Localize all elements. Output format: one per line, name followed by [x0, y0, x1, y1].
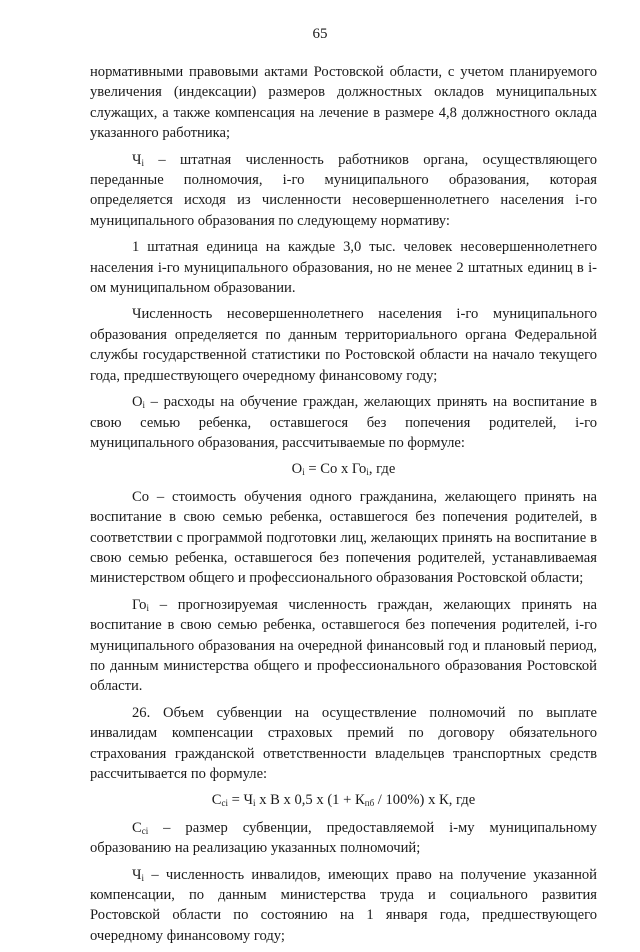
formula-subscript: сi — [221, 798, 229, 809]
formula-subscript: i — [366, 467, 369, 478]
paragraph: Численность несовершеннолетнего населения i-го муниципального образования определяется по данным территориального органа Федеральной службы государственной статистики по Ростовской области на начало текущего года, предшествующего очередному финансовому году; — [90, 306, 597, 384]
definition-text: – расходы на обучение граждан, желающих принять на воспитание в свою семью ребенка, оставшегося без попечения родителей, i-го муниципального образования, рассчитываемые по формуле: — [90, 394, 597, 451]
variable-symbol: Ч — [132, 866, 142, 883]
definition-text: – штатная численность работников органа, осуществляющего переданные полномочия, i-го муниципального образования, которая определяется исходя из численности несовершеннолетнего населения i-го муниципального образования по следующему нормативу: — [90, 151, 597, 229]
paragraph-continuation: нормативными правовыми актами Ростовской области, с учетом планируемого увеличения (индексации) размеров должностных окладов муниципальных служащих, а также компенсация на лечение в размере 4,8 должностного оклада указанного работника; — [90, 64, 597, 142]
definition-paragraph — [90, 595, 597, 697]
formula-subscript: i — [302, 467, 305, 478]
formula-term: / 100%) x К, где — [374, 792, 476, 809]
variable-subscript: i — [141, 157, 145, 168]
formula-term: О — [291, 461, 303, 478]
definition-paragraph — [90, 150, 597, 232]
formula — [90, 459, 597, 479]
definition-text: – численность инвалидов, имеющих право на получение указанной компенсации, по данным министерства труда и социального развития Ростовской области по состоянию на 1 января года, предшествующего очередному финансовому году; — [90, 866, 597, 944]
formula — [90, 790, 597, 810]
formula-term: С — [211, 792, 222, 809]
definition-paragraph — [90, 865, 597, 947]
variable-symbol: Ч — [132, 151, 142, 168]
formula-term: x В x 0,5 x (1 + К — [255, 792, 365, 809]
definition-paragraph — [90, 392, 597, 453]
definition-text: – прогнозируемая численность граждан, желающих принять на воспитание в свою семью ребенка, оставшегося без попечения родителей, i-го муниципального образования на очередной финансовый год и плановый период, по данным министерства общего и профессионального образования Ростовской области. — [90, 596, 597, 695]
paragraph: 1 штатная единица на каждые 3,0 тыс. человек несовершеннолетнего населения i-го муниципального образования, но не менее 2 штатных единиц в i-ом муниципальном образовании. — [90, 239, 597, 297]
formula-subscript: i — [253, 798, 256, 809]
variable-subscript: i — [146, 602, 149, 613]
formula-term: , где — [368, 461, 396, 478]
formula-subscript: пб — [364, 798, 375, 809]
variable-subscript: i — [141, 872, 145, 883]
variable-symbol: О — [132, 394, 143, 411]
page-number: 65 — [312, 26, 328, 42]
variable-symbol: Го — [132, 596, 147, 613]
paragraph: 26. Объем субвенции на осуществление полномочий по выплате инвалидам компенсации страховых премий по договору обязательного страхования гражданской ответственности владельцев транспортных средств рассчитывается по формуле: — [90, 704, 597, 782]
formula-term: = Со x Го — [304, 461, 367, 478]
document-body — [90, 62, 597, 952]
variable-subscript: сi — [141, 825, 149, 836]
variable-subscript: i — [142, 400, 146, 411]
formula-term: = Ч — [228, 792, 254, 809]
variable-symbol: С — [132, 819, 142, 836]
definition-text: – размер субвенции, предоставляемой i-му муниципальному образованию на реализацию указанных полномочий; — [90, 819, 597, 857]
definition-paragraph — [90, 818, 597, 859]
paragraph: Со – стоимость обучения одного гражданина, желающего принять на воспитание в свою семью ребенка, оставшегося без попечения родителей, в соответствии с программой подготовки лиц, желающих принять на воспитание в свою семью ребенка, оставшегося без попечения родителей, устанавливаемая министерством общего и профессионального образования Ростовской области; — [90, 488, 597, 587]
